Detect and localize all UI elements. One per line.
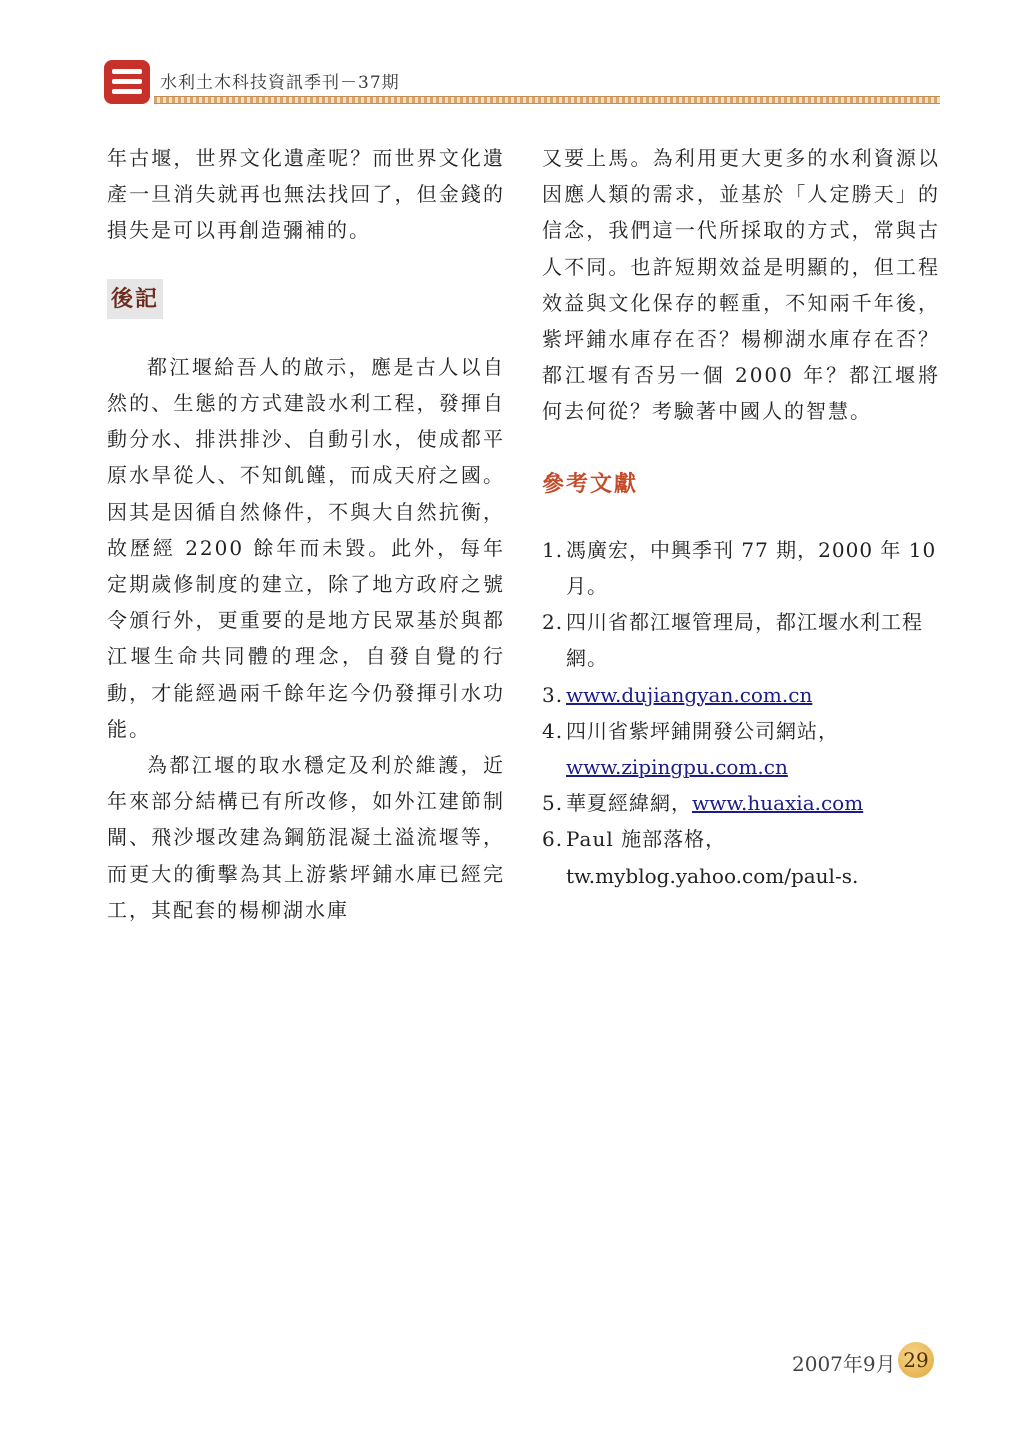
postscript-paragraph-2: 為都江堰的取水穩定及利於維護，近年來部分結構已有所改修，如外江建節制閘、飛沙堰改建為鋼筋混凝土溢流堰等，而更大的衝擊為其上游紫坪鋪水庫已經完工，其配套的楊柳湖水庫: [107, 753, 505, 922]
reference-link[interactable]: www.huaxia.com: [692, 791, 864, 816]
left-column: [107, 140, 505, 928]
continuation-paragraph: 又要上馬。為利用更大更多的水利資源以因應人類的需求，並基於「人定勝天」的信念，我們這一代所採取的方式，常與古人不同。也許短期效益是明顯的，但工程效益與文化保存的輕重，不知兩千年後，紫坪鋪水庫存在否？楊柳湖水庫存在否？都江堰有否另一個 2000 年？都江堰將何去何從？考驗著中國人的智慧。: [542, 146, 940, 424]
reference-list: [542, 532, 940, 894]
reference-item: 2. 四川省都江堰管理局，都江堰水利工程網。: [542, 610, 923, 671]
header-divider: [154, 96, 940, 104]
reference-item: 1. 馮廣宏，中興季刊 77 期，2000 年 10 月。: [542, 537, 937, 599]
issue-date: 2007年9月: [792, 1352, 896, 1376]
page-number: 29: [898, 1342, 934, 1378]
reference-link[interactable]: www.zipingpu.com.cn: [566, 755, 788, 780]
reference-item: 4. 四川省紫坪鋪開發公司網站， www.zipingpu.com.cn: [542, 718, 839, 780]
right-column: [542, 140, 940, 894]
section-heading-postscript: 後記: [107, 279, 163, 319]
reference-item: 6. Paul 施部落格， tw.myblog.yahoo.com/paul-s.: [542, 827, 859, 888]
intro-paragraph: 年古堰，世界文化遺產呢？而世界文化遺產一旦消失就再也無法找回了，但金錢的損失是可以再創造彌補的。: [107, 146, 505, 243]
reference-item: 5. 華夏經緯網，www.huaxia.com: [542, 791, 864, 816]
reference-item: 3. www.dujiangyan.com.cn: [542, 682, 813, 707]
journal-title: 水利土木科技資訊季刊－37期: [160, 73, 400, 93]
reference-link[interactable]: www.dujiangyan.com.cn: [566, 682, 813, 707]
page-header: [104, 60, 940, 106]
postscript-paragraph-1: 都江堰給吾人的啟示，應是古人以自然的、生態的方式建設水利工程，發揮自動分水、排洪排沙、自動引水，使成都平原水旱從人、不知飢饉，而成天府之國。因其是因循自然條件，不與大自然抗衡，故歷經 2200 餘年而未毀。此外，每年定期歲修制度的建立，除了地方政府之號令頒行外，更重要的是地方民眾基於與都江堰生命共同體的理念，自發自覺的行動，才能經過兩千餘年迄今仍發揮引水功能。: [107, 354, 505, 741]
reference-url: tw.myblog.yahoo.com/paul-s.: [566, 863, 859, 888]
section-heading-references: 參考文獻: [542, 470, 639, 497]
journal-logo-icon: [104, 60, 150, 104]
